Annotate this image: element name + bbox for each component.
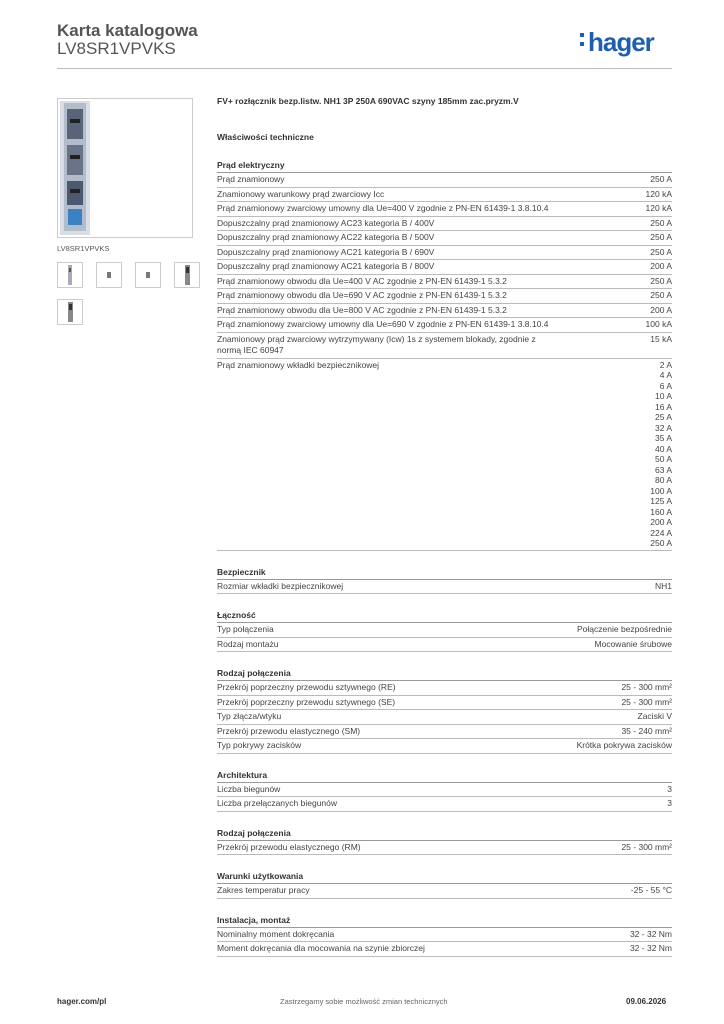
thumbnail-2[interactable] xyxy=(96,262,122,288)
spec-row xyxy=(217,318,672,333)
thumbnail-5[interactable] xyxy=(57,299,83,325)
spec-row xyxy=(217,202,672,217)
spec-label: Dopuszczalny prąd znamionowy AC21 kategoria B / 690V xyxy=(217,246,435,257)
section-title: Właściwości techniczne xyxy=(217,132,314,142)
spec-row xyxy=(217,231,672,246)
spec-group-title: Rodzaj połączenia xyxy=(217,668,672,681)
spec-value: 15 kA xyxy=(650,333,672,344)
spec-row xyxy=(217,173,672,188)
spec-value-item: 125 A xyxy=(650,496,672,506)
spec-group-title: Instalacja, montaż xyxy=(217,915,672,928)
spec-row xyxy=(217,681,672,696)
spec-value: Zaciski V xyxy=(637,711,672,721)
spec-group xyxy=(217,567,672,595)
product-image xyxy=(57,98,193,238)
spec-label: Dopuszczalny prąd znamionowy AC22 kategoria B / 500V xyxy=(217,232,435,242)
spec-value: Krótka pokrywa zacisków xyxy=(576,740,672,750)
spec-value-item: 2 A xyxy=(659,359,672,370)
spec-value: 32 - 32 Nm xyxy=(629,928,672,939)
product-code: LV8SR1VPVKS xyxy=(57,39,176,58)
spec-value-item: 250 A xyxy=(650,538,672,548)
spec-row xyxy=(217,275,672,290)
thumbnail-4[interactable] xyxy=(174,262,200,288)
spec-label: Przekrój poprzeczny przewodu sztywnego (SE) xyxy=(217,696,396,707)
spec-label: Zakres temperatur pracy xyxy=(217,885,310,895)
spec-row xyxy=(217,739,672,754)
spec-value-item: 160 A xyxy=(650,506,672,517)
spec-value-item: 35 A xyxy=(654,433,672,443)
spec-value: 25 - 300 mm² xyxy=(621,682,672,692)
spec-label: Znamionowy prąd zwarciowy wytrzymywany (Icw) 1s z systemem blokady, zgodnie z normą IEC 60947 xyxy=(217,333,536,355)
product-image-label: LV8SR1VPVKS xyxy=(57,244,110,253)
spec-row xyxy=(217,188,672,203)
spec-value: 32 - 32 Nm xyxy=(629,943,672,953)
spec-label: Przekrój przewodu elastycznego (RM) xyxy=(217,841,361,852)
footer-date: 09.06.2026 xyxy=(626,997,667,1006)
thumbnail-1[interactable] xyxy=(57,262,83,288)
spec-value: 250 A xyxy=(650,275,672,286)
spec-value-item: 100 A xyxy=(650,485,672,496)
spec-value: NH1 xyxy=(654,580,672,591)
spec-label: Prąd znamionowy obwodu dla Ue=800 V AC zgodnie z PN-EN 61439-1 5.3.2 xyxy=(217,304,507,315)
spec-label: Prąd znamionowy xyxy=(217,174,285,184)
spec-groups xyxy=(217,160,672,957)
spec-label: Prąd znamionowy zwarciowy umowny dla Ue=400 V zgodnie z PN-EN 61439-1 3.8.10.4 xyxy=(217,203,549,213)
spec-group xyxy=(217,160,672,551)
spec-row xyxy=(217,725,672,740)
spec-value: -25 - 55 °C xyxy=(630,885,672,895)
spec-label: Typ pokrywy zacisków xyxy=(217,740,302,750)
spec-value-item: 4 A xyxy=(659,370,672,380)
spec-row xyxy=(217,710,672,725)
spec-row xyxy=(217,217,672,232)
spec-group-title: Rodzaj połączenia xyxy=(217,828,672,841)
spec-group xyxy=(217,915,672,957)
spec-group-title: Architektura xyxy=(217,770,672,783)
spec-group-title: Warunki użytkowania xyxy=(217,871,672,884)
spec-row xyxy=(217,246,672,261)
spec-row xyxy=(217,289,672,304)
spec-label: Przekrój przewodu elastycznego (SM) xyxy=(217,725,361,736)
spec-value: 200 A xyxy=(650,304,672,315)
spec-row xyxy=(217,580,672,595)
header-divider xyxy=(57,68,672,69)
spec-row xyxy=(217,638,672,653)
spec-value-item: 80 A xyxy=(654,475,672,485)
footer-note: Zastrzegamy sobie możliwość zmian technicznych xyxy=(280,997,448,1006)
spec-row xyxy=(217,928,672,943)
spec-row xyxy=(217,783,672,798)
spec-group-title: Bezpiecznik xyxy=(217,567,672,580)
spec-value: 100 kA xyxy=(645,319,672,329)
spec-row xyxy=(217,260,672,275)
spec-label: Prąd znamionowy zwarciowy umowny dla Ue=690 V zgodnie z PN-EN 61439-1 3.8.10.4 xyxy=(217,319,549,329)
spec-row xyxy=(217,333,672,359)
spec-row xyxy=(217,942,672,957)
spec-group xyxy=(217,871,672,899)
spec-label: Dopuszczalny prąd znamionowy AC21 kategoria B / 800V xyxy=(217,261,435,271)
spec-value: 3 xyxy=(667,783,672,794)
spec-value: 250 A xyxy=(650,174,672,184)
spec-group xyxy=(217,828,672,856)
spec-value: 35 - 240 mm² xyxy=(621,725,672,736)
spec-label: Typ złącza/wtyku xyxy=(217,711,282,721)
spec-label: Przekrój poprzeczny przewodu sztywnego (RE) xyxy=(217,682,396,692)
spec-label: Dopuszczalny prąd znamionowy AC23 kategoria B / 400V xyxy=(217,217,435,228)
spec-label: Liczba przełączanych biegunów xyxy=(217,798,338,808)
spec-value-item: 50 A xyxy=(654,454,672,464)
spec-value: 250 A xyxy=(650,246,672,257)
spec-group xyxy=(217,610,672,652)
spec-value: 200 A xyxy=(650,261,672,271)
spec-row xyxy=(217,884,672,899)
spec-value-item: 6 A xyxy=(659,380,672,391)
spec-value-item: 16 A xyxy=(654,401,672,412)
spec-group-title: Łączność xyxy=(217,610,672,623)
spec-content xyxy=(217,96,672,973)
spec-label: Prąd znamionowy obwodu dla Ue=690 V AC zgodnie z PN-EN 61439-1 5.3.2 xyxy=(217,290,507,300)
spec-value: 25 - 300 mm² xyxy=(621,841,672,852)
spec-value: 25 - 300 mm² xyxy=(621,696,672,707)
spec-value: 250 A xyxy=(650,217,672,228)
spec-label: Znamionowy warunkowy prąd zwarciowy Icc xyxy=(217,188,385,199)
spec-group xyxy=(217,668,672,754)
spec-row xyxy=(217,304,672,319)
spec-label: Rozmiar wkładki bezpiecznikowej xyxy=(217,580,344,591)
spec-row xyxy=(217,359,672,551)
spec-label: Nominalny moment dokręcania xyxy=(217,928,335,939)
spec-value: 250 A xyxy=(650,232,672,242)
spec-value: 3 xyxy=(667,798,672,808)
spec-row xyxy=(217,696,672,711)
spec-value-item: 32 A xyxy=(654,422,672,433)
product-title: FV+ rozłącznik bezp.listw. NH1 3P 250A 690VAC szyny 185mm zac.pryzm.V xyxy=(217,96,519,106)
spec-value xyxy=(650,360,672,549)
spec-value: Mocowanie śrubowe xyxy=(594,638,672,649)
spec-label: Rodzaj montażu xyxy=(217,638,279,649)
spec-label: Moment dokręcania dla mocowania na szynie zbiorczej xyxy=(217,943,425,953)
spec-value: 250 A xyxy=(650,290,672,300)
spec-row xyxy=(217,797,672,812)
spec-value-item: 25 A xyxy=(654,412,672,422)
spec-value-item: 224 A xyxy=(650,527,672,538)
spec-label: Liczba biegunów xyxy=(217,783,281,794)
spec-value-item: 200 A xyxy=(650,517,672,527)
spec-value-item: 10 A xyxy=(654,391,672,401)
thumbnail-3[interactable] xyxy=(135,262,161,288)
spec-row xyxy=(217,623,672,638)
footer-website[interactable]: hager.com/pl xyxy=(57,997,107,1006)
spec-label: Typ połączenia xyxy=(217,624,274,634)
spec-value: 120 kA xyxy=(645,203,672,213)
document-title: Karta katalogowa xyxy=(57,21,198,40)
spec-label: Prąd znamionowy wkładki bezpiecznikowej xyxy=(217,359,380,370)
spec-row xyxy=(217,841,672,856)
spec-group-title: Prąd elektryczny xyxy=(217,160,672,173)
spec-value-item: 63 A xyxy=(654,464,672,475)
spec-value-item: 40 A xyxy=(654,443,672,454)
spec-value: 120 kA xyxy=(645,188,672,199)
spec-group xyxy=(217,770,672,812)
spec-value: Połączenie bezpośrednie xyxy=(577,624,672,634)
spec-label: Prąd znamionowy obwodu dla Ue=400 V AC zgodnie z PN-EN 61439-1 5.3.2 xyxy=(217,275,507,286)
